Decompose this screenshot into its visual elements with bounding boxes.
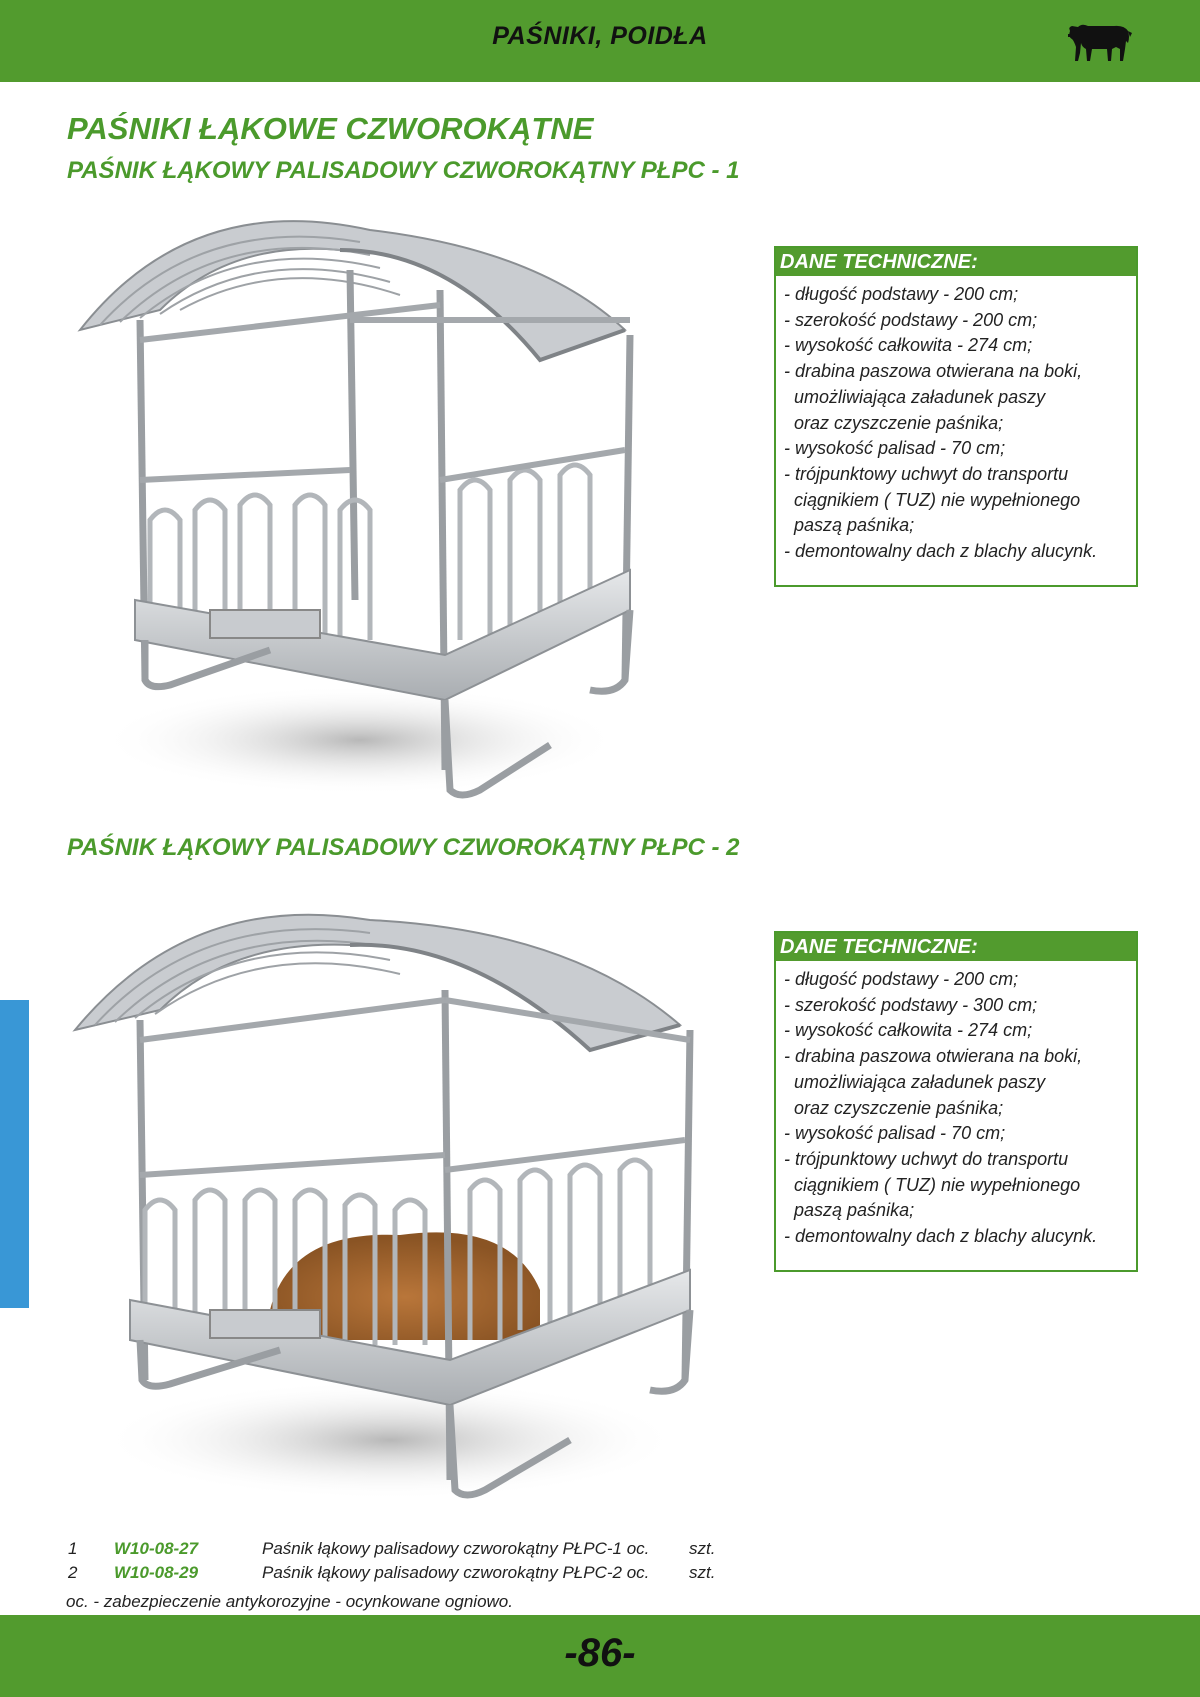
- spec-item: oraz czyszczenie paśnika;: [794, 1097, 1004, 1118]
- footnote: oc. - zabezpieczenie antykorozyjne - ocynkowane ogniowo.: [66, 1592, 513, 1611]
- section-title: PAŚNIKI ŁĄKOWE CZWOROKĄTNE: [67, 111, 594, 146]
- specs-heading: DANE TECHNICZNE:: [776, 933, 1136, 961]
- spec-item: - trójpunktowy uchwyt do transportu: [784, 1148, 1069, 1169]
- spec-item: ciągnikiem ( TUZ) nie wypełnionego: [794, 489, 1081, 510]
- specs-box-plpc2: [774, 931, 1138, 1272]
- spec-item: oraz czyszczenie paśnika;: [794, 412, 1004, 433]
- spec-item: - długość podstawy - 200 cm;: [784, 284, 1019, 304]
- header-bar: [0, 0, 1200, 82]
- spec-item: - demontowalny dach z blachy alucynk.: [784, 1226, 1098, 1247]
- spec-item: ciągnikiem ( TUZ) nie wypełnionego: [794, 1174, 1081, 1195]
- order-number: 2: [68, 1563, 78, 1582]
- order-table: [66, 1537, 766, 1585]
- spec-item: paszą paśnika;: [794, 515, 915, 536]
- page-number: -86-: [564, 1631, 636, 1675]
- spec-item: umożliwiająca załadunek paszy: [794, 386, 1046, 407]
- product2-title: PAŚNIK ŁĄKOWY PALISADOWY CZWOROKĄTNY PŁPC - 2: [67, 834, 740, 861]
- specs-box-plpc1: [774, 246, 1138, 587]
- spec-item: - wysokość całkowita - 274 cm;: [784, 1020, 1033, 1041]
- order-name: Paśnik łąkowy palisadowy czworokątny PŁPC-2 oc.: [262, 1563, 650, 1582]
- spec-item: paszą paśnika;: [794, 1200, 915, 1221]
- order-number: 1: [68, 1539, 78, 1558]
- spec-item: - drabina paszowa otwierana na boki,: [784, 361, 1083, 382]
- spec-item: - długość podstawy - 200 cm;: [784, 969, 1019, 989]
- order-unit: szt.: [689, 1539, 716, 1558]
- side-tab: [0, 1000, 29, 1308]
- feeder-plpc1-image: [70, 210, 690, 810]
- table-row: [66, 1537, 766, 1561]
- order-name: Paśnik łąkowy palisadowy czworokątny PŁPC-1 oc.: [262, 1539, 650, 1558]
- spec-item: - drabina paszowa otwierana na boki,: [784, 1046, 1083, 1067]
- spec-item: - wysokość palisad - 70 cm;: [784, 438, 1006, 459]
- specs-heading: DANE TECHNICZNE:: [776, 248, 1136, 276]
- spec-item: - wysokość palisad - 70 cm;: [784, 1123, 1006, 1144]
- spec-item: - szerokość podstawy - 300 cm;: [784, 994, 1038, 1015]
- header-title: PAŚNIKI, POIDŁA: [492, 22, 708, 50]
- table-row: [66, 1561, 766, 1585]
- spec-item: - demontowalny dach z blachy alucynk.: [784, 541, 1098, 562]
- feeder-plpc2-image: [70, 900, 750, 1520]
- order-code: W10-08-27: [114, 1539, 199, 1558]
- footer-bar: [0, 1615, 1200, 1697]
- spec-item: - trójpunktowy uchwyt do transportu: [784, 463, 1069, 484]
- product1-title: PAŚNIK ŁĄKOWY PALISADOWY CZWOROKĄTNY PŁPC - 1: [67, 157, 740, 184]
- spec-item: - szerokość podstawy - 200 cm;: [784, 309, 1038, 330]
- spec-item: umożliwiająca załadunek paszy: [794, 1071, 1046, 1092]
- specs-list: [776, 967, 1136, 1250]
- cow-icon: [1066, 17, 1134, 65]
- specs-list: [776, 282, 1136, 565]
- order-code: W10-08-29: [114, 1563, 199, 1582]
- order-unit: szt.: [689, 1563, 716, 1582]
- spec-item: - wysokość całkowita - 274 cm;: [784, 335, 1033, 356]
